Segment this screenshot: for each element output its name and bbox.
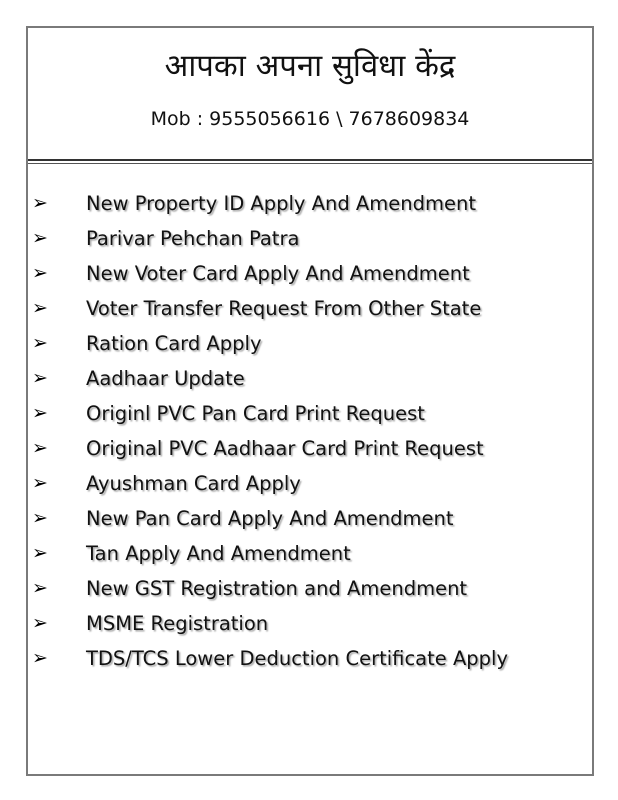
service-item bbox=[28, 326, 592, 361]
arrow-bullet-icon: ➢ bbox=[32, 192, 48, 214]
arrow-bullet-icon: ➢ bbox=[32, 647, 48, 669]
service-item bbox=[28, 256, 592, 291]
arrow-bullet-icon: ➢ bbox=[32, 437, 48, 459]
service-item bbox=[28, 361, 592, 396]
service-label: Ration Card Apply bbox=[86, 332, 262, 355]
arrow-bullet-icon: ➢ bbox=[32, 542, 48, 564]
arrow-bullet-icon: ➢ bbox=[32, 297, 48, 319]
arrow-bullet-icon: ➢ bbox=[32, 577, 48, 599]
service-item bbox=[28, 606, 592, 641]
service-item bbox=[28, 641, 592, 676]
service-item bbox=[28, 431, 592, 466]
service-item bbox=[28, 571, 592, 606]
service-label: Voter Transfer Request From Other State bbox=[86, 297, 482, 320]
service-item bbox=[28, 536, 592, 571]
page-title: आपका अपना सुविधा केंद्र bbox=[164, 48, 456, 84]
arrow-bullet-icon: ➢ bbox=[32, 367, 48, 389]
service-label: Originl PVC Pan Card Print Request bbox=[86, 402, 425, 425]
service-label: New Pan Card Apply And Amendment bbox=[86, 507, 454, 530]
arrow-bullet-icon: ➢ bbox=[32, 472, 48, 494]
header-divider-thin bbox=[28, 163, 592, 164]
service-label: Aadhaar Update bbox=[86, 367, 245, 390]
service-label: MSME Registration bbox=[86, 612, 269, 635]
service-label: Tan Apply And Amendment bbox=[86, 542, 351, 565]
service-label: New GST Registration and Amendment bbox=[86, 577, 468, 600]
arrow-bullet-icon: ➢ bbox=[32, 262, 48, 284]
arrow-bullet-icon: ➢ bbox=[32, 507, 48, 529]
arrow-bullet-icon: ➢ bbox=[32, 612, 48, 634]
service-item bbox=[28, 396, 592, 431]
service-label: New Voter Card Apply And Amendment bbox=[86, 262, 470, 285]
service-item bbox=[28, 466, 592, 501]
service-item bbox=[28, 186, 592, 221]
service-list bbox=[28, 186, 592, 676]
arrow-bullet-icon: ➢ bbox=[32, 332, 48, 354]
service-item bbox=[28, 291, 592, 326]
service-label: Parivar Pehchan Patra bbox=[86, 227, 300, 250]
service-item bbox=[28, 501, 592, 536]
page-frame bbox=[26, 26, 594, 776]
arrow-bullet-icon: ➢ bbox=[32, 227, 48, 249]
arrow-bullet-icon: ➢ bbox=[32, 402, 48, 424]
service-label: New Property ID Apply And Amendment bbox=[86, 192, 476, 215]
service-label: Ayushman Card Apply bbox=[86, 472, 301, 495]
service-item bbox=[28, 221, 592, 256]
service-label: Original PVC Aadhaar Card Print Request bbox=[86, 437, 484, 460]
service-label: TDS/TCS Lower Deduction Certificate Apply bbox=[86, 647, 509, 670]
contact-numbers: Mob : 9555056616 \ 7678609834 bbox=[150, 108, 470, 130]
header-divider bbox=[28, 159, 592, 161]
